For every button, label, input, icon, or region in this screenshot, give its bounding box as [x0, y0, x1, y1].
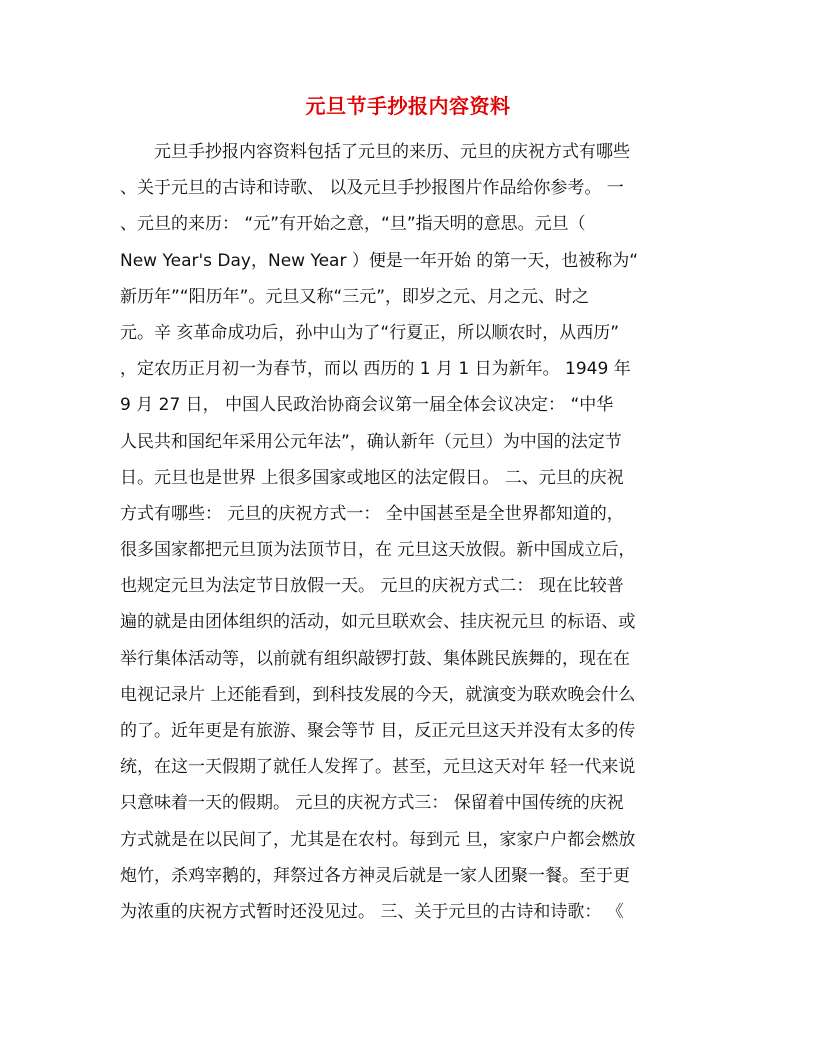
body-line: 很多国家都把元旦顶为法顶节日，在 元旦这天放假。新中国成立后， — [120, 540, 636, 561]
body-line: 、元旦的来历： “元”有开始之意，“旦”指天明的意思。元旦（ — [120, 214, 586, 235]
body-line: ，定农历正月初一为春节，而以 西历的 1 月 1 日为新年。 1949 年 — [120, 359, 631, 380]
body-line: 的了。近年更是有旅游、聚会等节 目，反正元旦这天并没有太多的传 — [120, 721, 636, 741]
body-line: 炮竹，杀鸡宰鹅的，拜祭过各方神灵后就是一家人团聚一餐。至于更 — [120, 865, 630, 886]
document-body — [120, 134, 700, 930]
document-title: 元旦节手抄报内容资料 — [305, 94, 511, 118]
body-line: 、关于元旦的古诗和诗歌、 以及元旦手抄报图片作品给你参考。 一 — [120, 178, 624, 199]
body-line: 也规定元旦为法定节日放假一天。 元旦的庆祝方式二： 现在比较普 — [120, 576, 624, 597]
body-line: 统，在这一天假期了就任人发挥了。甚至，元旦这天对年 轻一代来说 — [120, 757, 636, 778]
body-line: New Year's Day，New Year ）便是一年开始 的第一天，也被称为“ — [120, 250, 639, 271]
body-line: 9 月 27 日， 中国人民政治协商会议第一届全体会议决定： “中华 — [120, 395, 614, 416]
body-line: 只意味着一天的假期。 元旦的庆祝方式三： 保留着中国传统的庆祝 — [120, 793, 624, 814]
body-line: 元旦手抄报内容资料包括了元旦的来历、元旦的庆祝方式有哪些 — [120, 142, 630, 162]
body-line: 日。元旦也是世界 上很多国家或地区的法定假日。 二、元旦的庆祝 — [120, 467, 624, 488]
body-line: 遍的就是由团体组织的活动，如元旦联欢会、挂庆祝元旦 的标语、或 — [120, 612, 636, 633]
body-line: 方式有哪些： 元旦的庆祝方式一： 全中国甚至是全世界都知道的， — [120, 503, 624, 524]
body-line: 元。辛 亥革命成功后，孙中山为了“行夏正，所以顺农时，从西历” — [120, 322, 620, 343]
body-line: 为浓重的庆祝方式暂时还没见过。 三、关于元旦的古诗和诗歌： 《 — [120, 901, 624, 922]
body-line: 新历年”“阳历年”。元旦又称“三元”，即岁之元、月之元、时之 — [120, 286, 590, 307]
body-line: 举行集体活动等，以前就有组织敲锣打鼓、集体跳民族舞的，现在在 — [120, 648, 630, 669]
body-line: 方式就是在以民间了，尤其是在农村。每到元 旦，家家户户都会燃放 — [120, 829, 636, 850]
body-line: 电视记录片 上还能看到，到科技发展的今天，就演变为联欢晚会什么 — [120, 684, 636, 705]
body-line: 人民共和国纪年采用公元年法”，确认新年（元旦）为中国的法定节 — [120, 431, 622, 452]
